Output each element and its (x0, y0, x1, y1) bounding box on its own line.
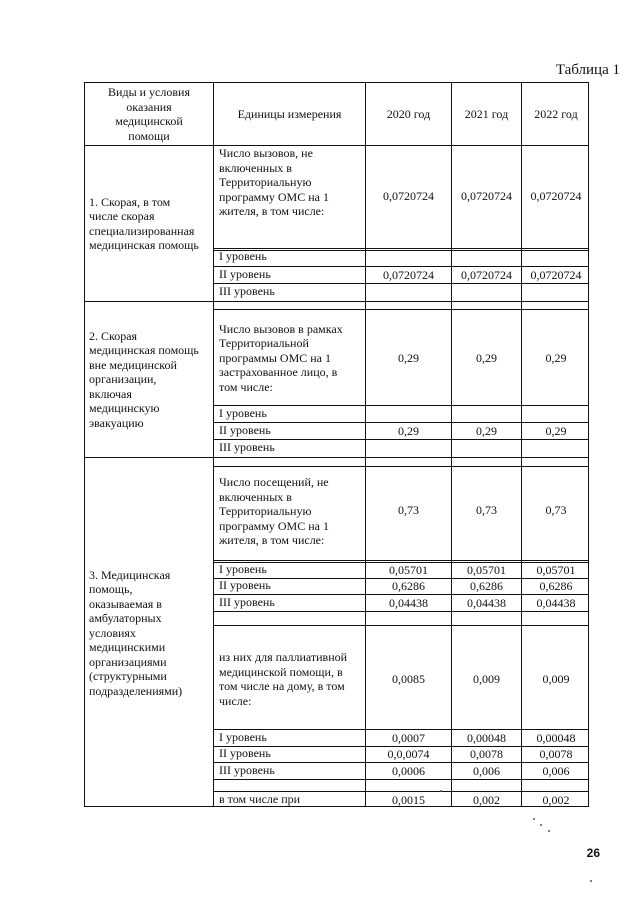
section-title: 3. Медицинская помощь, оказываемая в амбулаторных условиях медицинскими организациями (структурными подразделениями) (89, 567, 183, 698)
scan-speck (548, 830, 550, 832)
unit-description: Число вызовов, не включенных в Территориальную программу ОМС на 1 жителя, в том числе: (219, 146, 329, 218)
value-2021: 0,009 (473, 671, 500, 686)
value-2021: 0,00048 (467, 730, 506, 745)
value-2021: 0,05701 (467, 562, 506, 577)
value-2021: 0,73 (476, 502, 497, 517)
value-2020: 0,0720724 (383, 268, 434, 283)
scan-speck (533, 818, 535, 820)
value-2020: 0,0015 (392, 792, 425, 807)
section-title: 2. Скорая медицинская помощь вне медицинской организации, включая медицинскую эвакуацию (89, 328, 199, 430)
section-title: 1. Скорая, в том числе скорая специализированная медицинская помощь (89, 194, 199, 252)
value-2021: 0,0720724 (461, 268, 512, 283)
value-2020: 0,29 (398, 424, 419, 439)
value-2022: 0,0720724 (530, 188, 582, 203)
unit-description: Число посещений, не включенных в Территориальную программу ОМС на 1 жителя, в том числе: (219, 475, 329, 547)
level-label: I уровень (219, 249, 267, 263)
value-2021: 0,29 (476, 350, 497, 365)
value-2021: 0,29 (476, 424, 497, 439)
scan-speck (590, 880, 592, 882)
level-label: II уровень (219, 423, 271, 437)
value-2020: 0,0,0074 (387, 746, 430, 761)
data-table (84, 82, 589, 807)
header-unit: Единицы измерения (237, 106, 342, 121)
value-2022: 0,29 (545, 424, 567, 439)
level-label: I уровень (219, 730, 267, 744)
level-label: III уровень (219, 763, 275, 777)
value-2020: 0,05701 (389, 562, 428, 577)
value-2020: 0,29 (398, 350, 419, 365)
level-label: I уровень (219, 562, 267, 576)
scan-speck (440, 790, 442, 792)
level-label: III уровень (219, 595, 275, 609)
header-2020: 2020 год (386, 106, 431, 121)
value-2021: 0,002 (473, 792, 500, 807)
value-2021: 0,006 (473, 763, 500, 778)
value-2020: 0,0006 (392, 763, 425, 778)
value-2020: 0,04438 (389, 595, 428, 610)
header-2022: 2022 год (534, 106, 578, 121)
value-2021: 0,0078 (470, 746, 503, 761)
value-2022: 0,29 (545, 350, 567, 365)
header-kind: Виды и условия оказания медицинской помощи (108, 85, 190, 143)
value-2020: 0,6286 (392, 578, 425, 593)
value-2021: 0,0720724 (461, 188, 512, 203)
level-label: II уровень (219, 267, 271, 281)
value-2022: 0,04438 (536, 595, 576, 610)
value-2022: 0,0078 (539, 746, 573, 761)
value-2020: 0,73 (398, 502, 419, 517)
unit-description: Число вызовов в рамках Территориальной программы ОМС на 1 застрахованное лицо, в том числе: (219, 321, 343, 394)
level-label: в том числе при (219, 792, 301, 806)
header-2021: 2021 год (464, 106, 509, 121)
level-label: III уровень (219, 440, 275, 454)
scan-speck (540, 824, 542, 826)
sub-unit-description: из них для паллиативной медицинской помощи, в том числе на дому, в том числе: (219, 650, 348, 708)
value-2022: 0,73 (545, 502, 567, 517)
page-number: 26 (586, 846, 600, 860)
value-2021: 0,04438 (467, 595, 506, 610)
value-2022: 0,6286 (539, 578, 573, 593)
level-label: I уровень (219, 406, 267, 420)
level-label: II уровень (219, 746, 271, 760)
level-label: III уровень (219, 284, 275, 298)
value-2020: 0,0720724 (383, 188, 434, 203)
value-2021: 0,6286 (470, 578, 503, 593)
value-2022: 0,006 (542, 763, 570, 778)
value-2020: 0,0085 (392, 671, 425, 686)
value-2022: 0,002 (542, 792, 570, 807)
value-2022: 0,00048 (536, 730, 576, 745)
value-2022: 0,0720724 (530, 268, 582, 283)
level-label: II уровень (219, 578, 271, 592)
value-2022: 0,05701 (536, 562, 576, 577)
value-2022: 0,009 (542, 671, 570, 686)
value-2020: 0,0007 (392, 730, 425, 745)
table-caption: Таблица 1 (555, 62, 620, 78)
